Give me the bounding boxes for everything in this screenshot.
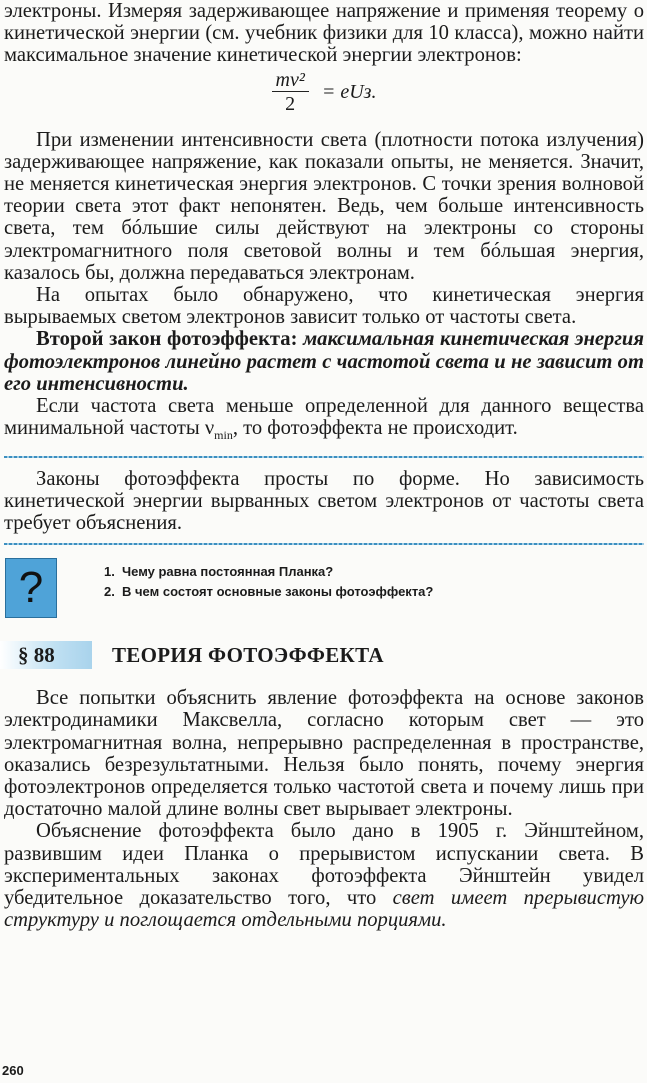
- formula-numerator: mv²: [272, 69, 309, 92]
- second-law: [4, 328, 644, 395]
- kinetic-energy-formula: [4, 69, 644, 125]
- review-questions: [4, 555, 644, 623]
- question-text: Чему равна постоянная Планка?: [122, 564, 334, 580]
- second-law-label: Второй закон фотоэффекта:: [36, 328, 298, 351]
- einstein-text: Объяснение фотоэффекта было дано в 1905 г. Эйнштейном, развившим идеи Планка о прерывистом испускании света. В экспериментальных законах фотоэффекта Эйнштейн увидел убедительное доказательство того, что: [4, 820, 644, 909]
- question-item: [104, 582, 433, 602]
- paragraph-intensity: При изменении интенсивности света (плотности потока излучения) задерживающее напряжение, как показали опыты, не меняется. Значит, не меняется кинетическая энергия электронов. С точки зрения волновой теории света этот факт непонятен. Ведь, чем больше интенсивность света, тем бóльшие силы действуют на электроны со стороны электромагнитного поля световой волны и тем бóльшая энергия, казалось бы, должна передаваться электронам.: [4, 128, 644, 284]
- min-frequency-text-before: Если частота света меньше определенной для данного вещества минимальной частоты ν: [4, 395, 644, 440]
- formula-denominator: 2: [285, 92, 296, 115]
- question-item: [104, 562, 433, 582]
- formula-fraction: [272, 69, 309, 116]
- section-heading: [4, 639, 644, 679]
- divider-bottom: [4, 543, 644, 545]
- paragraph-experiments: На опытах было обнаружено, что кинетическая энергия вырываемых светом электронов зависит только от частоты света.: [4, 284, 644, 329]
- paragraph-intro: электроны. Измеряя задерживающее напряжение и применяя теорему о кинетической энергии (см. учебник физики для 10 класса), можно найти максимальное значение кинетической энергии электронов:: [4, 0, 644, 67]
- question-text: В чем состоят основные законы фотоэффекта?: [122, 584, 434, 600]
- formula-rhs: = eUз.: [321, 80, 377, 103]
- textbook-page: [4, 0, 644, 931]
- question-number: 1.: [104, 564, 115, 580]
- paragraph-maxwell: Все попытки объяснить явление фотоэффекта на основе законов электродинамики Максвелла, согласно которым свет — это электромагнитная волна, непрерывно распределенная в пространстве, оказались безрезультатными. Нельзя было понять, почему энергия фотоэлектронов определяется только частотой света и почему лишь при достаточно малой длине волны свет вырывает электроны.: [4, 687, 644, 821]
- question-mark-glyph: ?: [18, 563, 44, 613]
- summary-paragraph: Законы фотоэффекта просты по форме. Но зависимость кинетической энергии вырванных светом электронов от частоты света требует объяснения.: [4, 467, 644, 534]
- min-frequency-text-after: , то фотоэффекта не происходит.: [232, 417, 518, 440]
- question-mark-icon: [5, 558, 57, 618]
- second-law-text: максимальная кинетическая энергия фотоэлектронов линейно растет с частотой света и не зависит от его интенсивности.: [4, 328, 644, 395]
- einstein-italic-conclusion: свет имеет прерывистую структуру и поглощается отдельными порциями.: [4, 887, 644, 932]
- question-list: [104, 562, 433, 602]
- paragraph-einstein: [4, 820, 644, 931]
- section-title: ТЕОРИЯ ФОТОЭФФЕКТА: [112, 643, 384, 668]
- section-number: § 88: [18, 643, 55, 668]
- paragraph-min-frequency: [4, 395, 644, 447]
- question-number: 2.: [104, 584, 115, 600]
- divider-top: [4, 456, 644, 458]
- page-number: 260: [2, 1063, 24, 1078]
- min-frequency-subscript: min: [214, 428, 233, 443]
